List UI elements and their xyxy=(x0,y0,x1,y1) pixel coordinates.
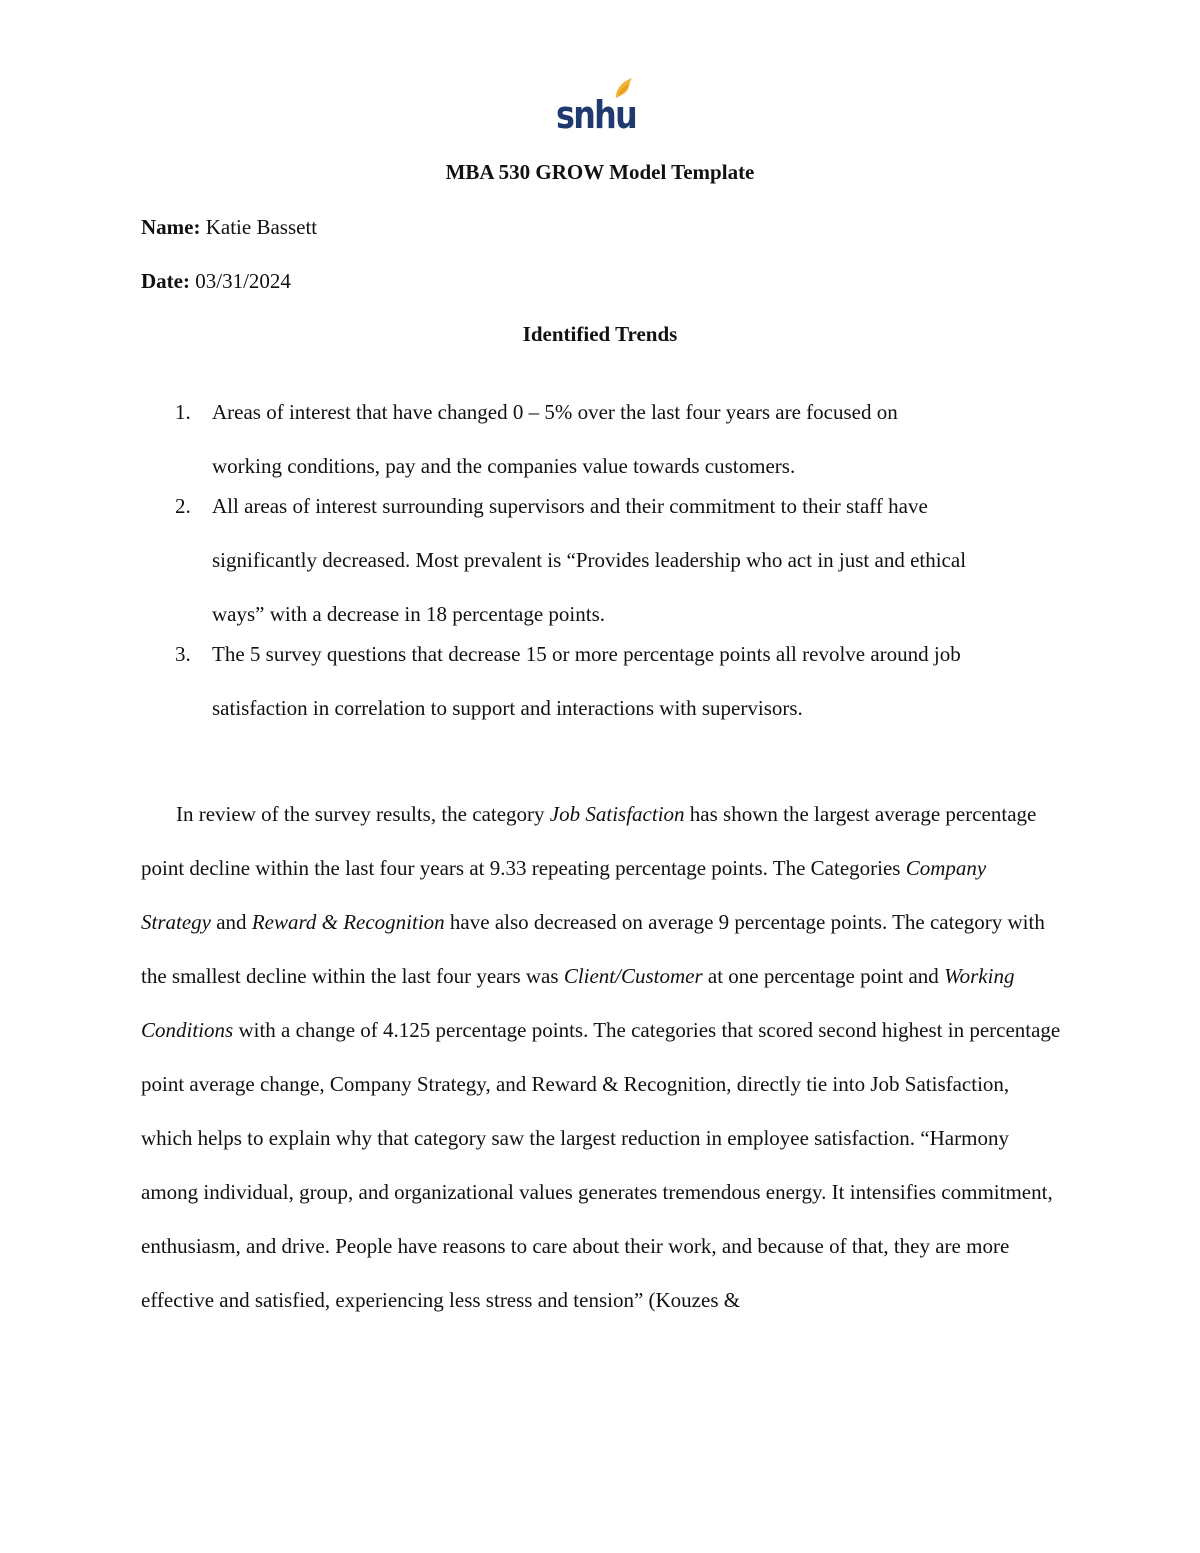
trend-line: Areas of interest that have changed 0 – 5% over the last four years are focused on xyxy=(212,400,898,424)
trends-list xyxy=(141,398,1061,735)
section-heading: Identified Trends xyxy=(522,322,678,346)
trend-item xyxy=(141,479,1061,641)
trend-line: working conditions, pay and the companies value towards customers. xyxy=(212,454,796,478)
paragraph-text: and xyxy=(210,910,252,934)
trend-line: ways” with a decrease in 18 percentage points. xyxy=(212,602,606,626)
trend-item xyxy=(141,385,1061,493)
trend-item xyxy=(141,627,1061,735)
trend-line: The 5 survey questions that decrease 15 or more percentage points all revolve around job xyxy=(212,642,961,666)
paragraph-italic-term: Working Conditions xyxy=(141,964,1015,1042)
trend-line: significantly decreased. Most prevalent is “Provides leadership who act in just and ethical xyxy=(212,548,967,572)
paragraph-italic-term: Job Satisfaction xyxy=(549,802,685,826)
paragraph-text: have also decreased on average 9 percentage points. The category with the smallest decline within the last four years was xyxy=(141,910,1045,988)
trend-number: 2. xyxy=(175,494,191,518)
paragraph-text: with a change of 4.125 percentage points. The categories that scored second highest in percentage point average change, Company Strategy, and Reward & Recognition, directly tie into Job Satisfaction, which helps to explain why that category saw the largest reduction in employee satisfaction. “Harmony among individual, group, and organizational values generates tremendous energy. It intensifies commitment, enthusiasm, and drive. People have reasons to care about their work, and because of that, they are more effective and satisfied, experiencing less stress and tension” (Kouzes & xyxy=(141,1018,1061,1312)
trend-number: 1. xyxy=(175,400,191,424)
date-label: Date: xyxy=(141,269,190,293)
paragraph-italic-term: Reward & Recognition xyxy=(251,910,445,934)
trend-line: satisfaction in correlation to support and interactions with supervisors. xyxy=(212,696,803,720)
date-value: 03/31/2024 xyxy=(195,269,291,293)
paragraph-text: at one percentage point and xyxy=(702,964,945,988)
paragraph-text: has shown the largest average percentage point decline within the last four years at 9.33 repeating percentage points. The Categories xyxy=(141,802,1037,880)
paragraph-text: In review of the survey results, the category xyxy=(176,802,550,826)
document-title: MBA 530 GROW Model Template xyxy=(445,160,755,184)
paragraph-italic-term: Company Strategy xyxy=(141,856,987,934)
date-field xyxy=(141,267,291,295)
paragraph-italic-term: Client/Customer xyxy=(563,964,703,988)
trend-number: 3. xyxy=(175,642,191,666)
body-paragraph xyxy=(141,787,1061,1327)
trend-line: All areas of interest surrounding supervisors and their commitment to their staff have xyxy=(212,494,928,518)
svg-text:snhu: snhu xyxy=(556,93,636,137)
snhu-logo xyxy=(556,74,640,137)
name-label: Name: xyxy=(141,215,201,239)
name-value: Katie Bassett xyxy=(205,215,318,239)
name-field xyxy=(141,213,317,241)
